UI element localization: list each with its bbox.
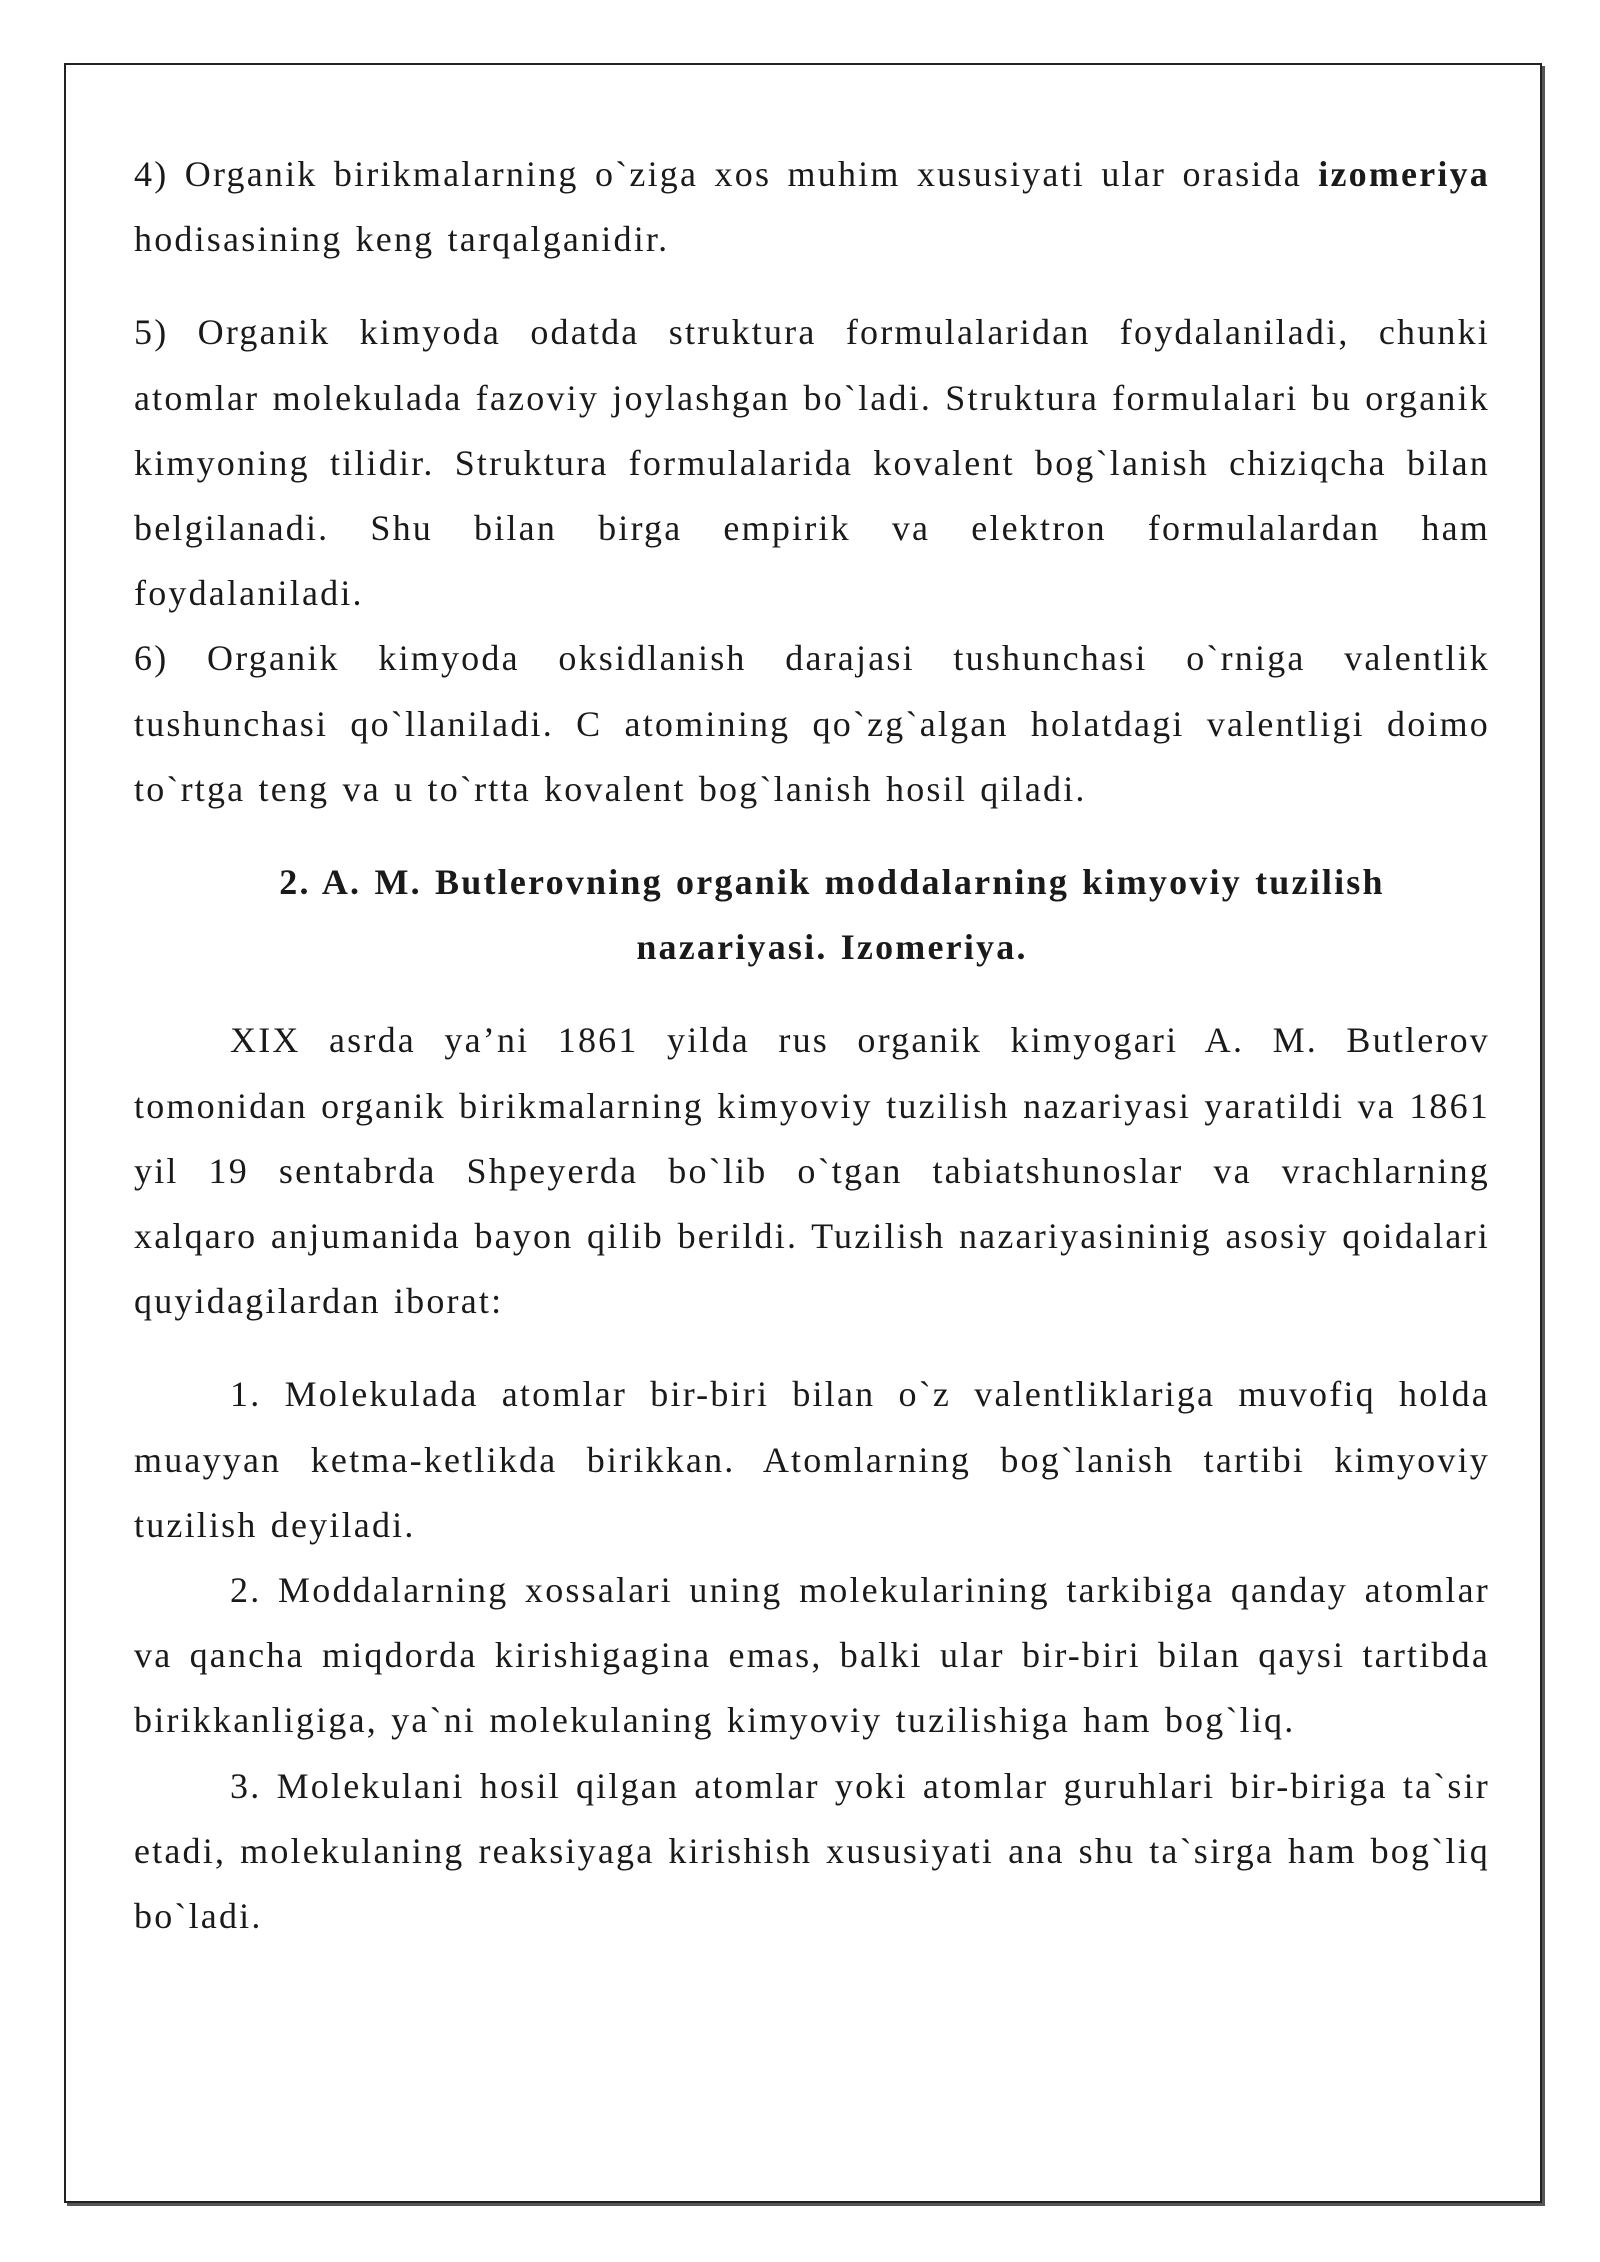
paragraph-4 <box>134 142 1490 272</box>
rule-3: 3. Molekulani hosil qilgan atomlar yoki atomlar guruhlari bir-biriga ta`sir etadi, molekulaning reaksiyaga kirishish xususiyati ana shu ta`sirga ham bog`liq bo`ladi. <box>134 1765 1490 1937</box>
document-body <box>134 142 1490 1949</box>
section-heading-line-1: 2. A. M. Butlerovning organik moddalarning kimyoviy tuzilish <box>279 862 1385 903</box>
rule-2: 2. Moddalarning xossalari uning molekularining tarkibiga qanday atomlar va qancha miqdorda kirishigagina emas, balki ular bir-biri bilan qaysi tartibda birikkanligiga, ya`ni molekulaning kimyoviy tuzilishiga ham bog`liq. <box>134 1570 1490 1741</box>
section-heading <box>134 850 1490 980</box>
section-heading-line-2: nazariyasi. Izomeriya. <box>636 927 1028 968</box>
intro-paragraph: XIX asrda ya’ni 1861 yilda rus organik kimyogari A. M. Butlerov tomonidan organik birikmalarning kimyoviy tuzilish nazariyasi yaratildi va 1861 yil 19 sentabrda Shpeyerda bo`lib o`tgan tabiatshunoslar va vrachlarning xalqaro anjumanida bayon qilib berildi. Tuzilish nazariyasininig asosiy qoidalari quyidagilardan iborat: <box>134 1020 1490 1322</box>
rule-1: 1. Molekulada atomlar bir-biri bilan o`z valentliklariga muvofiq holda muayyan ketma-ketlikda birikkan. Atomlarning bog`lanish tartibi kimyoviy tuzilish deyiladi. <box>134 1374 1490 1545</box>
paragraph-5: 5) Organik kimyoda odatda struktura formulalaridan foydalaniladi, chunki atomlar molekulada fazoviy joylashgan bo`ladi. Struktura formulalari bu organik kimyoning tilidir. Struktura formulalarida kovalent bog`lanish chiziqcha bilan belgilanadi. Shu bilan birga empirik va elektron formulalardan ham foydalaniladi. <box>134 312 1490 614</box>
paragraph-4-text-a: 4) Organik birikmalarning o`ziga xos muhim xususiyati ular orasida <box>134 154 1319 194</box>
paragraph-4-text-b: hodisasining keng tarqalganidir. <box>134 219 670 260</box>
term-izomeriya: izomeriya <box>1318 154 1490 194</box>
paragraph-6: 6) Organik kimyoda oksidlanish darajasi tushunchasi o`rniga valentlik tushunchasi qo`llaniladi. C atomining qo`zg`algan holatdagi valentligi doimo to`rtga teng va u to`rtta kovalent bog`lanish hosil qiladi. <box>134 638 1490 809</box>
